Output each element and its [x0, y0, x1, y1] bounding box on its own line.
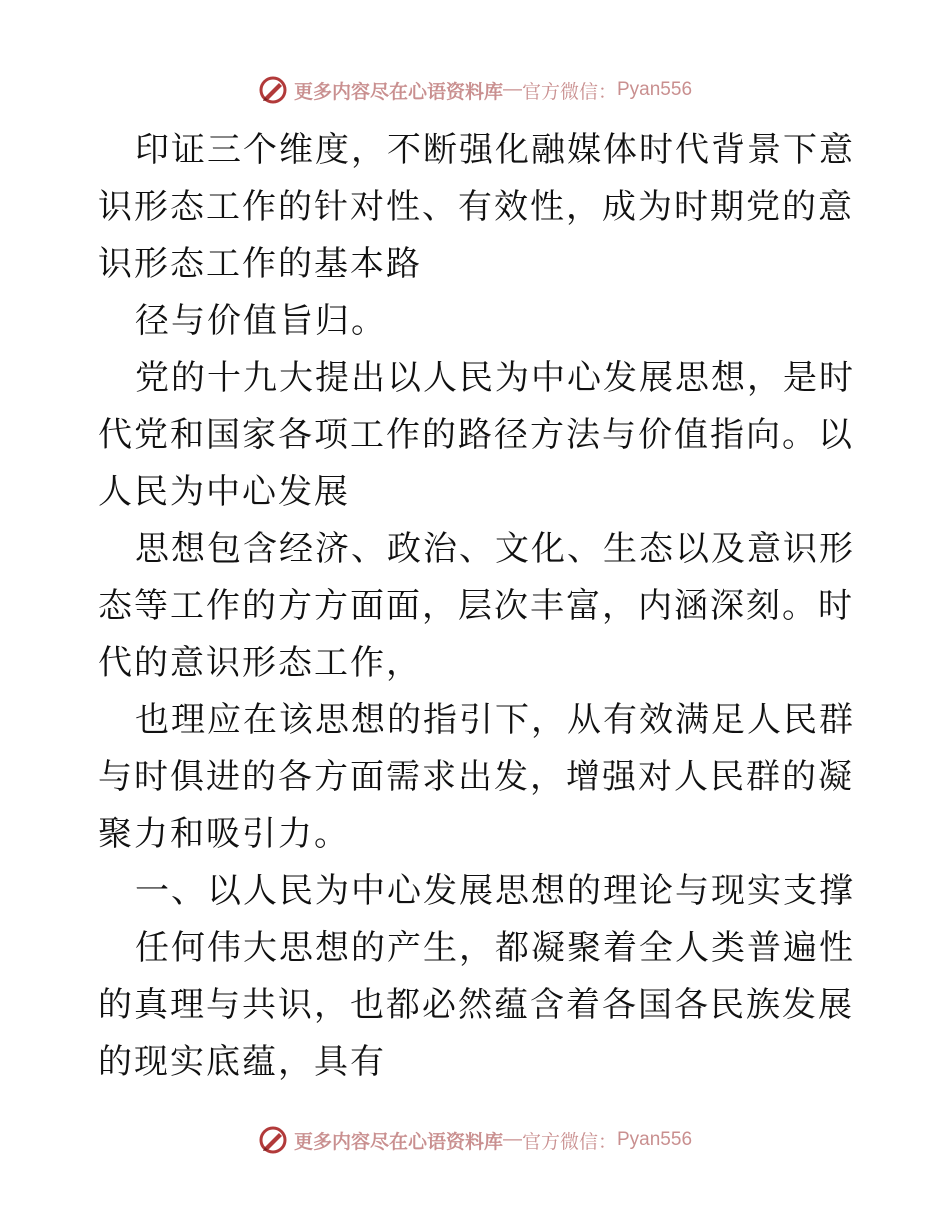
header-promo-text: 更多内容尽在心语资料库 [293, 80, 503, 103]
pen-logo-icon [258, 75, 288, 105]
footer-wechat-label: 官方微信： [521, 1130, 617, 1153]
header-wechat-handle: Pyan556 [617, 79, 693, 100]
header-dash: — [502, 79, 522, 100]
paragraph-7: 任何伟大思想的产生，都凝聚着全人类普遍性的真理与共识，也都必然蕴含着各国各民族发展的现实底蕴，具有 [98, 928, 855, 1082]
footer-banner [0, 1122, 950, 1158]
header-banner [0, 72, 950, 108]
footer-promo-text: 更多内容尽在心语资料库 [293, 1130, 503, 1153]
paragraph-5: 也理应在该思想的指引下，从有效满足人民群与时俱进的各方面需求出发，增强对人民群的凝聚力和吸引力。 [98, 700, 855, 854]
paragraph-2: 径与价值旨归。 [135, 301, 387, 341]
footer-dash: — [502, 1129, 522, 1150]
header-wechat-label: 官方微信： [521, 80, 617, 103]
section-heading: 一、以人民为中心发展思想的理论与现实支撑 [135, 871, 855, 911]
footer-wechat-handle: Pyan556 [617, 1129, 693, 1150]
paragraph-3: 党的十九大提出以人民为中心发展思想，是时代党和国家各项工作的路径方法与价值指向。以人民为中心发展 [98, 358, 855, 512]
paragraph-4: 思想包含经济、政治、文化、生态以及意识形态等工作的方方面面，层次丰富，内涵深刻。时代的意识形态工作， [98, 529, 855, 683]
paragraph-1: 印证三个维度，不断强化融媒体时代背景下意识形态工作的针对性、有效性，成为时期党的意识形态工作的基本路 [98, 130, 855, 284]
pen-logo-icon [258, 1125, 288, 1155]
document-body [98, 122, 858, 1091]
